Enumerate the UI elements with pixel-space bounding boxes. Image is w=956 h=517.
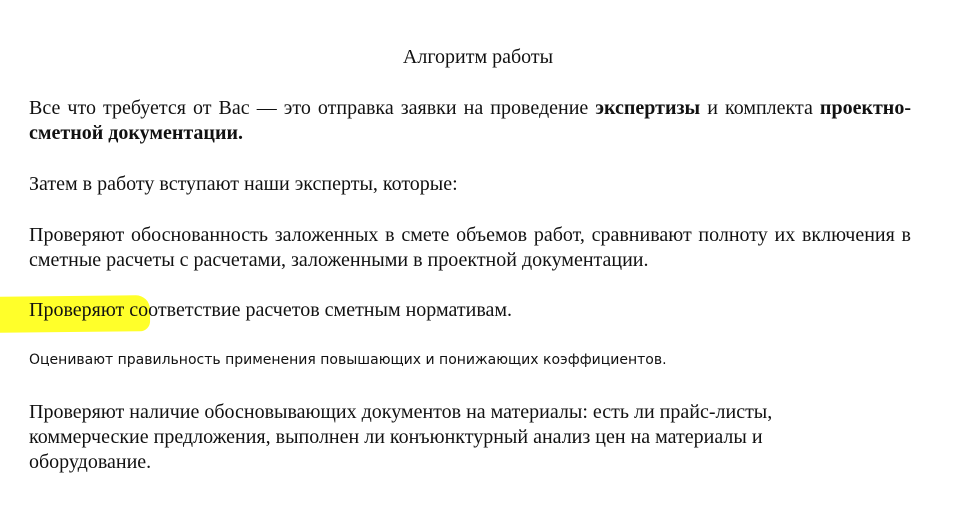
paragraph-supporting-documents: Проверяют наличие обосновывающих документов на материалы: есть ли прайс-листы, коммерческие предложения, выполнен ли конъюнктурный анализ цен на материалы и оборудование.: [29, 401, 773, 473]
paragraph-check-norms: [29, 298, 911, 323]
paragraph-request-text-a: Все что требуется от Вас — это отправка заявки на проведение: [29, 97, 596, 119]
paragraph-experts-intro: Затем в работу вступают наши эксперты, которые:: [29, 173, 458, 195]
paragraph-check-volumes: Проверяют обоснованность заложенных в смете объемов работ, сравнивают полноту их включения в сметные расчеты с расчетами, заложенными в проектной документации.: [29, 224, 911, 271]
paragraph-request-bold-documentation: проектно-сметной документации.: [29, 97, 911, 144]
paragraph-check-norms-rest: соответствие расчетов сметным нормативам.: [124, 299, 513, 321]
highlighted-word: Проверяют: [29, 299, 125, 321]
paragraph-request-text-b: и комплекта: [700, 97, 820, 119]
page-title: Алгоритм работы: [402, 46, 554, 68]
paragraph-coefficients: Оценивают правильность применения повышающих и понижающих коэффициентов.: [29, 352, 667, 368]
paragraph-request: [29, 96, 911, 146]
paragraph-request-bold-expertise: экспертизы: [595, 97, 701, 119]
